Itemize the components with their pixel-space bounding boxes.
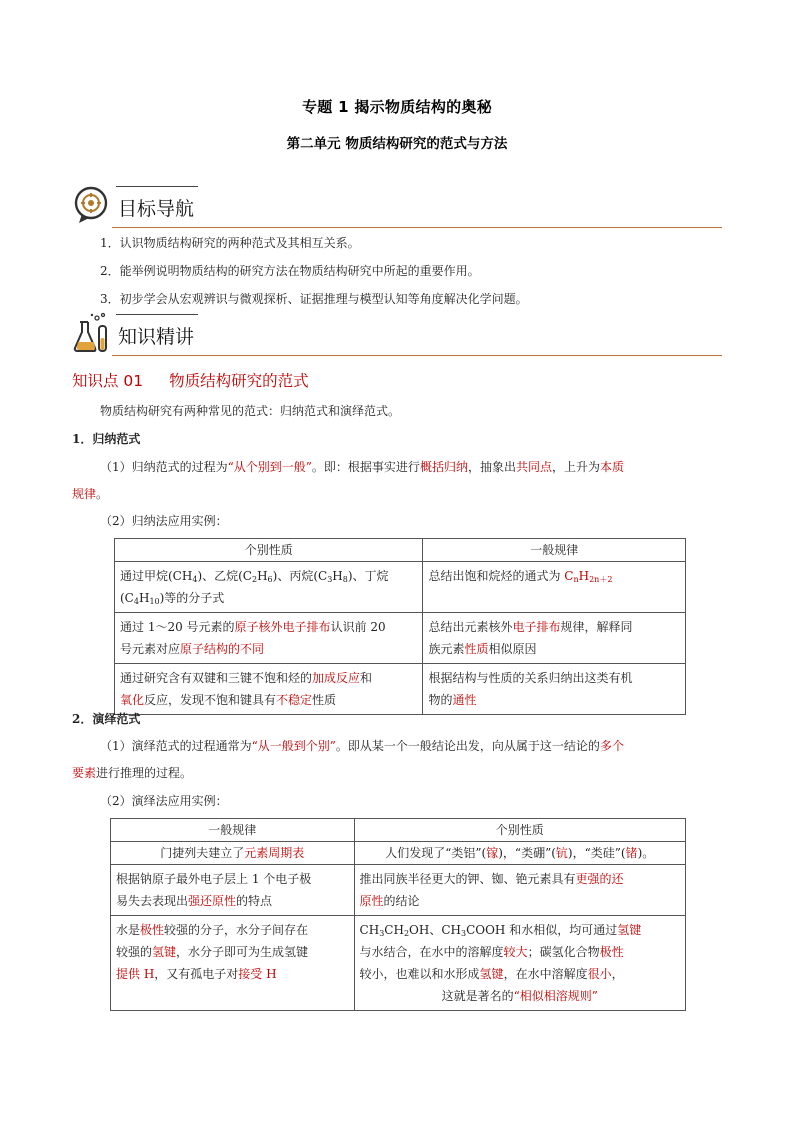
table-header-row [111,819,686,842]
deduction-example-label: （2）演绎法应用实例： [100,794,228,808]
lab-flask-icon [72,312,110,354]
table-cell: 根据结构与性质的关系归纳出这类有机 物的通性 [423,664,686,715]
deduction-paragraph: （1）演绎范式的过程通常为“从一般到个别”。即从某一个一般结论出发，向从属于这一结论的多个 [100,739,624,753]
table-cell: 通过 1～20 号元素的原子核外电子排布认识前 20 号元素对应原子结构的不同 [115,613,423,664]
table-header-cell: 一般规律 [423,539,686,562]
table-cell: 根据钠原子最外电子层上 1 个电子极 易失去表现出强还原性的特点 [111,865,355,916]
intro-text: 物质结构研究有两种常见的范式：归纳范式和演绎范式。 [100,404,401,418]
deduction-table [110,818,686,1011]
goal-item-3: 3．初步学会从宏观辨识与微观探析、证据推理与模型认知等角度解决化学问题。 [100,292,528,306]
deduction-heading: 2．演绎范式 [72,712,141,726]
table-cell: $CH_3CH_2OH$、$CH_3COOH$ 和水相似，均可通过氢键 与水结合，在水中的溶解度较大；碳氢化合物极性 较小，也难以和水形成氢键，在水中溶解度很小， 这就是著名的“相似相溶规则” [354,916,685,1011]
point-number: 知识点 01 [72,372,144,390]
goal-item-2: 2．能举例说明物质结构的研究方法在物质结构研究中所起的重要作用。 [100,264,480,278]
table-cell: 通过研究含有双键和三键不饱和烃的加成反应和 氧化反应，发现不饱和键具有不稳定性质 [115,664,423,715]
table-cell: 通过甲烷$(CH_4)$、乙烷$(C_2H_6)$、丙烷$(C_3H_8)$、丁烷 $(C_4H_{10})$等的分子式 [115,562,423,613]
table-row [111,842,686,865]
header-accent-line [116,186,198,187]
goal-item-1: 1．认识物质结构研究的两种范式及其相互关系。 [100,236,360,250]
section-rule [112,355,722,357]
induction-paragraph-cont: 规律。 [72,487,109,501]
induction-table [114,538,686,715]
goals-section-header [72,184,722,228]
point-name: 物质结构研究的范式 [169,372,309,390]
document-title: 专题 1 揭示物质结构的奥秘 [301,98,493,116]
table-cell: 人们发现了“类铝”(镓)，“类硼”(钪)，“类硅”(锗)。 [354,842,685,865]
table-row [111,916,686,1011]
brain-gear-icon [72,184,110,226]
section-rule [112,227,722,229]
table-row [115,613,686,664]
induction-paragraph: （1）归纳范式的过程为“从个别到一般”。即：根据事实进行概括归纳，抽象出共同点，上升为本质 [100,460,625,474]
table-cell: 推出同族半径更大的钾、铷、铯元素具有更强的还 原性的结论 [354,865,685,916]
table-cell: 总结出饱和烷烃的通式为 $C_nH_{2n+2}$ [423,562,686,613]
goals-title: 目标导航 [118,198,195,220]
header-accent-line [116,314,198,315]
document-subtitle: 第二单元 物质结构研究的范式与方法 [286,136,508,152]
table-header-cell: 个别性质 [354,819,685,842]
induction-example-label: （2）归纳法应用实例： [100,514,228,528]
table-header-row [115,539,686,562]
table-header-cell: 一般规律 [111,819,355,842]
table-cell: 门捷列夫建立了元素周期表 [111,842,355,865]
knowledge-title: 知识精讲 [118,326,195,348]
table-cell: 总结出元素核外电子排布规律，解释同 族元素性质相似原因 [423,613,686,664]
table-row [115,664,686,715]
knowledge-point-title [72,369,309,391]
deduction-paragraph-cont: 要素进行推理的过程。 [72,766,193,780]
table-row [111,865,686,916]
induction-heading: 1．归纳范式 [72,432,141,446]
knowledge-section-header [72,312,722,356]
table-row [115,562,686,613]
table-cell: 水是极性较强的分子，水分子间存在 较强的氢键，水分子即可为生成氢键 提供 H，又有孤电子对接受 H [111,916,355,1011]
table-header-cell: 个别性质 [115,539,423,562]
